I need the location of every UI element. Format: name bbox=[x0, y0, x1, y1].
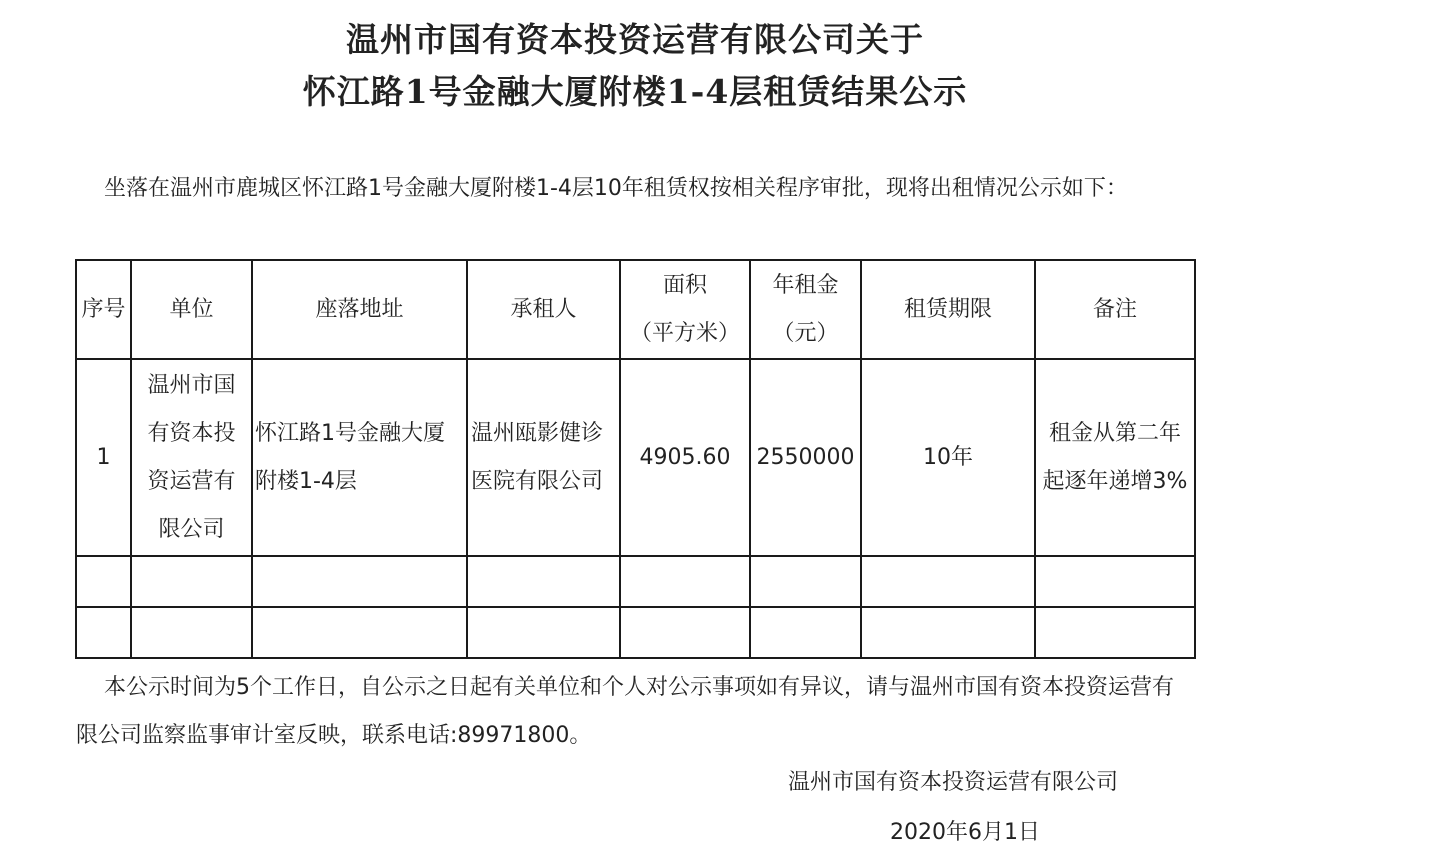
empty-cell bbox=[76, 556, 131, 607]
empty-cell bbox=[76, 607, 131, 658]
empty-cell bbox=[750, 607, 861, 658]
empty-cell bbox=[861, 556, 1035, 607]
document-title-line-2: 怀江路1号金融大厦附楼1-4层租赁结果公示 bbox=[302, 72, 968, 111]
empty-cell bbox=[620, 556, 750, 607]
cell-term: 10年 bbox=[861, 359, 1035, 556]
cell-index: 1 bbox=[76, 359, 131, 556]
empty-cell bbox=[131, 556, 252, 607]
empty-cell bbox=[252, 607, 467, 658]
cell-rent: 2550000 bbox=[750, 359, 861, 556]
empty-cell bbox=[252, 556, 467, 607]
cell-area: 4905.60 bbox=[620, 359, 750, 556]
cell-lessee bbox=[467, 359, 620, 556]
table-row-empty bbox=[76, 556, 1195, 607]
empty-cell bbox=[467, 556, 620, 607]
header-remark: 备注 bbox=[1035, 260, 1195, 359]
header-rent bbox=[750, 260, 861, 359]
empty-cell bbox=[750, 556, 861, 607]
cell-remark-text: 租金从第二年起逐年递增3% bbox=[1042, 420, 1188, 494]
lease-result-table bbox=[75, 259, 1196, 659]
closing-paragraph: 本公示时间为5个工作日，自公示之日起有关单位和个人对公示事项如有异议，请与温州市国有资本投资运营有限公司监察监事审计室反映，联系电话:89971800。 bbox=[76, 675, 1175, 748]
header-unit: 单位 bbox=[131, 260, 252, 359]
document-title-line-1: 温州市国有资本投资运营有限公司关于 bbox=[346, 20, 924, 59]
header-term: 租赁期限 bbox=[861, 260, 1035, 359]
empty-cell bbox=[467, 607, 620, 658]
cell-unit-text: 温州市国有资本投资运营有限公司 bbox=[147, 372, 236, 542]
empty-cell bbox=[1035, 556, 1195, 607]
header-rent-line-1: 年租金 bbox=[772, 272, 839, 298]
table-header-row bbox=[76, 260, 1195, 359]
cell-lessee-text: 温州瓯影健诊医院有限公司 bbox=[471, 420, 604, 494]
table-row bbox=[76, 359, 1195, 556]
header-area-line-2: （平方米） bbox=[629, 320, 740, 346]
header-rent-line-2: （元） bbox=[772, 320, 839, 346]
cell-address-text: 怀江路1号金融大厦附楼1-4层 bbox=[255, 420, 445, 494]
cell-unit bbox=[131, 359, 252, 556]
cell-remark bbox=[1035, 359, 1195, 556]
empty-cell bbox=[131, 607, 252, 658]
table-row-empty bbox=[76, 607, 1195, 658]
empty-cell bbox=[620, 607, 750, 658]
intro-paragraph: 坐落在温州市鹿城区怀江路1号金融大厦附楼1-4层10年租赁权按相关程序审批，现将出租情况公示如下： bbox=[104, 176, 1128, 201]
empty-cell bbox=[1035, 607, 1195, 658]
header-area-line-1: 面积 bbox=[662, 272, 707, 298]
header-area bbox=[620, 260, 750, 359]
empty-cell bbox=[861, 607, 1035, 658]
header-address: 座落地址 bbox=[252, 260, 467, 359]
header-index: 序号 bbox=[76, 260, 131, 359]
signature-company: 温州市国有资本投资运营有限公司 bbox=[788, 770, 1119, 795]
header-lessee: 承租人 bbox=[467, 260, 620, 359]
cell-address bbox=[252, 359, 467, 556]
signature-date: 2020年6月1日 bbox=[890, 820, 1040, 845]
